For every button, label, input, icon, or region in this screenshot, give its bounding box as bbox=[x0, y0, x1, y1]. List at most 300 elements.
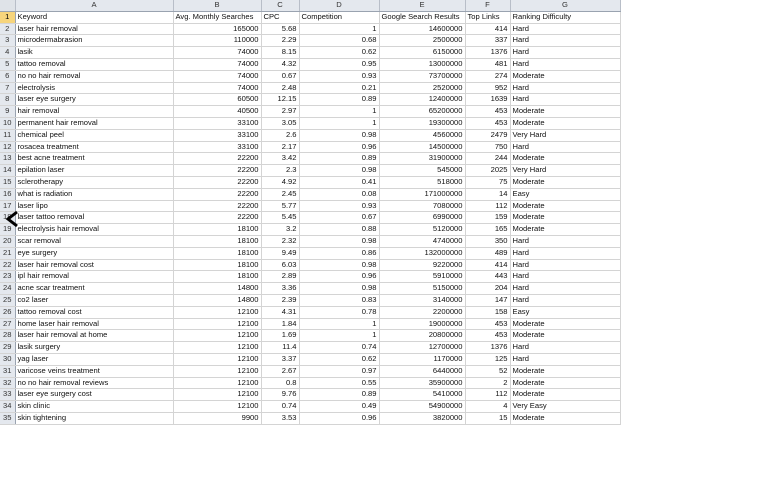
cell[interactable]: 0.88 bbox=[299, 224, 379, 236]
cell[interactable]: 1170000 bbox=[379, 353, 465, 365]
table-row bbox=[0, 165, 620, 177]
cell[interactable]: 9900 bbox=[173, 412, 261, 424]
cell[interactable]: 0.62 bbox=[299, 353, 379, 365]
cell[interactable]: 2025 bbox=[465, 165, 510, 177]
cell[interactable]: laser eye surgery cost bbox=[15, 389, 173, 401]
row-number[interactable]: 35 bbox=[0, 412, 15, 424]
cell[interactable]: 74000 bbox=[173, 70, 261, 82]
cell[interactable]: varicose veins treatment bbox=[15, 365, 173, 377]
row-number[interactable]: 16 bbox=[0, 188, 15, 200]
column-header-f[interactable]: F bbox=[465, 0, 510, 11]
cell[interactable]: 0.89 bbox=[299, 153, 379, 165]
table-row bbox=[0, 365, 620, 377]
row-number[interactable]: 15 bbox=[0, 176, 15, 188]
cell[interactable]: yag laser bbox=[15, 353, 173, 365]
cell[interactable]: 4.92 bbox=[261, 176, 299, 188]
cell[interactable]: epilation laser bbox=[15, 165, 173, 177]
cell[interactable]: 9220000 bbox=[379, 259, 465, 271]
cell[interactable]: 40500 bbox=[173, 106, 261, 118]
cell[interactable]: Moderate bbox=[510, 318, 620, 330]
cell[interactable]: 3.36 bbox=[261, 283, 299, 295]
row-number[interactable]: 11 bbox=[0, 129, 15, 141]
cell[interactable]: 6150000 bbox=[379, 47, 465, 59]
cell[interactable]: permanent hair removal bbox=[15, 117, 173, 129]
cell[interactable]: 1376 bbox=[465, 342, 510, 354]
cell[interactable]: 0.98 bbox=[299, 283, 379, 295]
cell[interactable]: eye surgery bbox=[15, 247, 173, 259]
cell[interactable]: 35900000 bbox=[379, 377, 465, 389]
cell[interactable]: 2 bbox=[465, 377, 510, 389]
row-number[interactable]: 22 bbox=[0, 259, 15, 271]
cell[interactable]: best acne treatment bbox=[15, 153, 173, 165]
cell[interactable]: chemical peel bbox=[15, 129, 173, 141]
cell[interactable]: 4.31 bbox=[261, 306, 299, 318]
row-number[interactable]: 27 bbox=[0, 318, 15, 330]
row-number[interactable]: 8 bbox=[0, 94, 15, 106]
cell[interactable]: 12.15 bbox=[261, 94, 299, 106]
cell[interactable]: home laser hair removal bbox=[15, 318, 173, 330]
cell[interactable]: 54900000 bbox=[379, 401, 465, 413]
cell[interactable]: 165 bbox=[465, 224, 510, 236]
cell[interactable]: acne scar treatment bbox=[15, 283, 173, 295]
cell[interactable]: 0.89 bbox=[299, 94, 379, 106]
header-cell[interactable]: Top Links bbox=[465, 11, 510, 23]
cell[interactable]: 110000 bbox=[173, 35, 261, 47]
cell[interactable]: 18100 bbox=[173, 259, 261, 271]
cell[interactable]: tattoo removal bbox=[15, 58, 173, 70]
cell[interactable]: 1.84 bbox=[261, 318, 299, 330]
cell[interactable]: 2.39 bbox=[261, 294, 299, 306]
cell[interactable]: skin tightening bbox=[15, 412, 173, 424]
table-row bbox=[0, 294, 620, 306]
row-number[interactable]: 25 bbox=[0, 294, 15, 306]
cell[interactable]: 1.69 bbox=[261, 330, 299, 342]
cell[interactable]: 14500000 bbox=[379, 141, 465, 153]
cell[interactable]: 18100 bbox=[173, 247, 261, 259]
cell[interactable]: 7080000 bbox=[379, 200, 465, 212]
row-number[interactable]: 7 bbox=[0, 82, 15, 94]
cell[interactable]: laser lipo bbox=[15, 200, 173, 212]
cell[interactable]: 52 bbox=[465, 365, 510, 377]
cell[interactable]: 0.98 bbox=[299, 235, 379, 247]
cell[interactable]: Moderate bbox=[510, 200, 620, 212]
cell[interactable]: 18100 bbox=[173, 235, 261, 247]
cell[interactable]: 0.08 bbox=[299, 188, 379, 200]
cell[interactable]: 13000000 bbox=[379, 58, 465, 70]
cell[interactable]: 8.15 bbox=[261, 47, 299, 59]
header-cell[interactable]: Keyword bbox=[15, 11, 173, 23]
cell[interactable]: Moderate bbox=[510, 377, 620, 389]
cell[interactable]: Moderate bbox=[510, 176, 620, 188]
cell[interactable]: 159 bbox=[465, 212, 510, 224]
cell[interactable]: 19300000 bbox=[379, 117, 465, 129]
cell[interactable]: 1 bbox=[299, 330, 379, 342]
cell[interactable]: 2500000 bbox=[379, 35, 465, 47]
cell[interactable]: 2.3 bbox=[261, 165, 299, 177]
cell[interactable]: 12100 bbox=[173, 353, 261, 365]
cell[interactable]: 3820000 bbox=[379, 412, 465, 424]
cell[interactable]: 750 bbox=[465, 141, 510, 153]
cell[interactable]: 0.83 bbox=[299, 294, 379, 306]
column-header-row bbox=[0, 0, 620, 11]
cell[interactable]: Hard bbox=[510, 141, 620, 153]
cell[interactable]: 0.89 bbox=[299, 389, 379, 401]
cell[interactable]: 165000 bbox=[173, 23, 261, 35]
cell[interactable]: co2 laser bbox=[15, 294, 173, 306]
row-number[interactable]: 12 bbox=[0, 141, 15, 153]
cell[interactable]: 0.97 bbox=[299, 365, 379, 377]
table-row bbox=[0, 235, 620, 247]
cell[interactable]: 2.97 bbox=[261, 106, 299, 118]
cell[interactable]: laser hair removal bbox=[15, 23, 173, 35]
cell[interactable]: 74000 bbox=[173, 58, 261, 70]
cell[interactable]: Very Hard bbox=[510, 129, 620, 141]
row-number[interactable]: 9 bbox=[0, 106, 15, 118]
cell[interactable]: 274 bbox=[465, 70, 510, 82]
cell[interactable]: Moderate bbox=[510, 212, 620, 224]
cell[interactable]: microdermabrasion bbox=[15, 35, 173, 47]
cell[interactable]: Hard bbox=[510, 247, 620, 259]
cell[interactable]: laser hair removal cost bbox=[15, 259, 173, 271]
cell[interactable]: Hard bbox=[510, 35, 620, 47]
row-number[interactable]: 26 bbox=[0, 306, 15, 318]
cell[interactable]: no no hair removal reviews bbox=[15, 377, 173, 389]
cell[interactable]: 18100 bbox=[173, 271, 261, 283]
cell[interactable]: 33100 bbox=[173, 129, 261, 141]
cell[interactable]: skin clinic bbox=[15, 401, 173, 413]
cell[interactable]: 1 bbox=[299, 117, 379, 129]
cell[interactable]: 0.74 bbox=[261, 401, 299, 413]
cell[interactable]: 2200000 bbox=[379, 306, 465, 318]
row-number[interactable]: 5 bbox=[0, 58, 15, 70]
cell[interactable]: 2.32 bbox=[261, 235, 299, 247]
cell[interactable]: what is radiation bbox=[15, 188, 173, 200]
cell[interactable]: 244 bbox=[465, 153, 510, 165]
cell[interactable]: 6440000 bbox=[379, 365, 465, 377]
column-header-g[interactable]: G bbox=[510, 0, 620, 11]
row-number[interactable]: 14 bbox=[0, 165, 15, 177]
cell[interactable]: 453 bbox=[465, 318, 510, 330]
cell[interactable]: 350 bbox=[465, 235, 510, 247]
cell[interactable]: 0.67 bbox=[299, 212, 379, 224]
cell[interactable]: 19000000 bbox=[379, 318, 465, 330]
cell[interactable]: 0.49 bbox=[299, 401, 379, 413]
column-header-b[interactable]: B bbox=[173, 0, 261, 11]
cell[interactable]: 2.17 bbox=[261, 141, 299, 153]
row-number[interactable]: 24 bbox=[0, 283, 15, 295]
cell[interactable]: 0.98 bbox=[299, 165, 379, 177]
cell[interactable]: 1 bbox=[299, 106, 379, 118]
cell[interactable]: 518000 bbox=[379, 176, 465, 188]
cell[interactable]: 22200 bbox=[173, 165, 261, 177]
cell[interactable]: 171000000 bbox=[379, 188, 465, 200]
arrow-cursor-icon bbox=[5, 210, 19, 228]
cell[interactable]: 15 bbox=[465, 412, 510, 424]
row-number[interactable]: 31 bbox=[0, 365, 15, 377]
cell[interactable]: laser eye surgery bbox=[15, 94, 173, 106]
cell[interactable]: 0.62 bbox=[299, 47, 379, 59]
cell[interactable]: 5410000 bbox=[379, 389, 465, 401]
cell[interactable]: 0.21 bbox=[299, 82, 379, 94]
cell[interactable]: tattoo removal cost bbox=[15, 306, 173, 318]
cell[interactable]: Very Hard bbox=[510, 165, 620, 177]
cell[interactable]: 4 bbox=[465, 401, 510, 413]
cell[interactable]: 20800000 bbox=[379, 330, 465, 342]
cell[interactable]: 453 bbox=[465, 330, 510, 342]
cell[interactable]: 112 bbox=[465, 200, 510, 212]
cell[interactable]: 31900000 bbox=[379, 153, 465, 165]
column-header-d[interactable]: D bbox=[299, 0, 379, 11]
cell[interactable]: 5910000 bbox=[379, 271, 465, 283]
cell[interactable]: 0.68 bbox=[299, 35, 379, 47]
cell[interactable]: 75 bbox=[465, 176, 510, 188]
cell[interactable]: ipl hair removal bbox=[15, 271, 173, 283]
cell[interactable]: 158 bbox=[465, 306, 510, 318]
cell[interactable]: 2479 bbox=[465, 129, 510, 141]
cell[interactable]: 14800 bbox=[173, 294, 261, 306]
cell[interactable]: Hard bbox=[510, 47, 620, 59]
cell[interactable]: 65200000 bbox=[379, 106, 465, 118]
cell[interactable]: 0.96 bbox=[299, 271, 379, 283]
row-number[interactable]: 32 bbox=[0, 377, 15, 389]
cell[interactable]: 1376 bbox=[465, 47, 510, 59]
cell[interactable]: lasik bbox=[15, 47, 173, 59]
row-number[interactable]: 13 bbox=[0, 153, 15, 165]
cell[interactable]: 74000 bbox=[173, 47, 261, 59]
header-row bbox=[0, 11, 620, 23]
cell[interactable]: 22200 bbox=[173, 200, 261, 212]
cell[interactable]: 3.37 bbox=[261, 353, 299, 365]
cell[interactable]: 3.42 bbox=[261, 153, 299, 165]
cell[interactable]: scar removal bbox=[15, 235, 173, 247]
cell[interactable]: 414 bbox=[465, 259, 510, 271]
header-cell[interactable]: Google Search Results bbox=[379, 11, 465, 23]
cell[interactable]: 337 bbox=[465, 35, 510, 47]
row-number[interactable]: 29 bbox=[0, 342, 15, 354]
cell[interactable]: 0.74 bbox=[299, 342, 379, 354]
cell[interactable]: 5.77 bbox=[261, 200, 299, 212]
cell[interactable]: 33100 bbox=[173, 117, 261, 129]
cell[interactable]: Hard bbox=[510, 259, 620, 271]
cell[interactable]: 5120000 bbox=[379, 224, 465, 236]
cell[interactable]: Moderate bbox=[510, 153, 620, 165]
row-number[interactable]: 1 bbox=[0, 11, 15, 23]
cell[interactable]: 0.8 bbox=[261, 377, 299, 389]
cell[interactable]: 6.03 bbox=[261, 259, 299, 271]
column-header-e[interactable]: E bbox=[379, 0, 465, 11]
cell[interactable]: 12100 bbox=[173, 389, 261, 401]
row-number[interactable]: 20 bbox=[0, 235, 15, 247]
header-cell[interactable]: Competition bbox=[299, 11, 379, 23]
row-number[interactable]: 2 bbox=[0, 23, 15, 35]
cell[interactable]: Hard bbox=[510, 353, 620, 365]
cell[interactable]: Hard bbox=[510, 271, 620, 283]
cell[interactable]: laser hair removal at home bbox=[15, 330, 173, 342]
cell[interactable]: Hard bbox=[510, 342, 620, 354]
cell[interactable]: 22200 bbox=[173, 153, 261, 165]
table-row bbox=[0, 58, 620, 70]
cell[interactable]: 12100 bbox=[173, 318, 261, 330]
cell[interactable]: 0.86 bbox=[299, 247, 379, 259]
cell[interactable]: Moderate bbox=[510, 330, 620, 342]
row-number[interactable]: 21 bbox=[0, 247, 15, 259]
cell[interactable]: 0.93 bbox=[299, 200, 379, 212]
cell[interactable]: Moderate bbox=[510, 224, 620, 236]
cell[interactable]: 12400000 bbox=[379, 94, 465, 106]
cell[interactable]: lasik surgery bbox=[15, 342, 173, 354]
table-row bbox=[0, 117, 620, 129]
row-number[interactable]: 30 bbox=[0, 353, 15, 365]
row-number[interactable]: 33 bbox=[0, 389, 15, 401]
row-number[interactable]: 17 bbox=[0, 200, 15, 212]
cell[interactable]: 0.67 bbox=[261, 70, 299, 82]
cell[interactable]: 2.67 bbox=[261, 365, 299, 377]
cell[interactable]: 33100 bbox=[173, 141, 261, 153]
cell[interactable]: 0.98 bbox=[299, 129, 379, 141]
cell[interactable]: 952 bbox=[465, 82, 510, 94]
cell[interactable]: Hard bbox=[510, 58, 620, 70]
cell[interactable]: 0.41 bbox=[299, 176, 379, 188]
cell[interactable]: Moderate bbox=[510, 412, 620, 424]
cell[interactable]: 453 bbox=[465, 117, 510, 129]
cell[interactable]: 9.49 bbox=[261, 247, 299, 259]
cell[interactable]: Moderate bbox=[510, 117, 620, 129]
row-number[interactable]: 34 bbox=[0, 401, 15, 413]
cell[interactable]: 0.95 bbox=[299, 58, 379, 70]
cell[interactable]: electrolysis bbox=[15, 82, 173, 94]
cell[interactable]: 443 bbox=[465, 271, 510, 283]
cell[interactable]: 12100 bbox=[173, 365, 261, 377]
cell[interactable]: 132000000 bbox=[379, 247, 465, 259]
cell[interactable]: no no hair removal bbox=[15, 70, 173, 82]
row-number[interactable]: 19 bbox=[0, 224, 15, 236]
cell[interactable]: 22200 bbox=[173, 176, 261, 188]
cell[interactable]: 2.89 bbox=[261, 271, 299, 283]
cell[interactable]: 1 bbox=[299, 318, 379, 330]
cell[interactable]: 14 bbox=[465, 188, 510, 200]
cell[interactable]: 1 bbox=[299, 23, 379, 35]
cell[interactable]: 545000 bbox=[379, 165, 465, 177]
cell[interactable]: 12100 bbox=[173, 377, 261, 389]
cell[interactable]: 2.29 bbox=[261, 35, 299, 47]
row-number[interactable]: 28 bbox=[0, 330, 15, 342]
cell[interactable]: 14800 bbox=[173, 283, 261, 295]
table-row bbox=[0, 224, 620, 236]
table-row bbox=[0, 23, 620, 35]
cell[interactable]: 414 bbox=[465, 23, 510, 35]
column-header-c[interactable]: C bbox=[261, 0, 299, 11]
cell[interactable]: 12100 bbox=[173, 401, 261, 413]
cell[interactable]: 0.78 bbox=[299, 306, 379, 318]
cell[interactable]: Moderate bbox=[510, 70, 620, 82]
cell[interactable]: 2.45 bbox=[261, 188, 299, 200]
cell[interactable]: hair removal bbox=[15, 106, 173, 118]
cell[interactable]: Moderate bbox=[510, 365, 620, 377]
cell[interactable]: Hard bbox=[510, 23, 620, 35]
cell[interactable]: 22200 bbox=[173, 212, 261, 224]
cell[interactable]: 204 bbox=[465, 283, 510, 295]
header-cell[interactable]: Avg. Monthly Searches bbox=[173, 11, 261, 23]
cell[interactable]: 12100 bbox=[173, 342, 261, 354]
cell[interactable]: 4560000 bbox=[379, 129, 465, 141]
cell[interactable]: 481 bbox=[465, 58, 510, 70]
cell[interactable]: 4.32 bbox=[261, 58, 299, 70]
cell[interactable]: 5.68 bbox=[261, 23, 299, 35]
cell[interactable]: Hard bbox=[510, 294, 620, 306]
table-row bbox=[0, 318, 620, 330]
cell[interactable]: 3.05 bbox=[261, 117, 299, 129]
cell[interactable]: 22200 bbox=[173, 188, 261, 200]
cell[interactable]: 12100 bbox=[173, 306, 261, 318]
cell[interactable]: Very Easy bbox=[510, 401, 620, 413]
cell[interactable]: Hard bbox=[510, 82, 620, 94]
cell[interactable]: 60500 bbox=[173, 94, 261, 106]
row-number[interactable]: 18 bbox=[0, 212, 15, 224]
row-number[interactable]: 4 bbox=[0, 47, 15, 59]
cell[interactable]: 147 bbox=[465, 294, 510, 306]
cell[interactable]: 0.98 bbox=[299, 259, 379, 271]
cell[interactable]: Easy bbox=[510, 188, 620, 200]
header-cell[interactable]: Ranking Difficulty bbox=[510, 11, 620, 23]
row-number[interactable]: 6 bbox=[0, 70, 15, 82]
cell[interactable]: Hard bbox=[510, 94, 620, 106]
cell[interactable]: Moderate bbox=[510, 106, 620, 118]
cell[interactable]: 1639 bbox=[465, 94, 510, 106]
row-number[interactable]: 10 bbox=[0, 117, 15, 129]
cell[interactable]: 2.48 bbox=[261, 82, 299, 94]
cell[interactable]: 3.53 bbox=[261, 412, 299, 424]
cell[interactable]: 125 bbox=[465, 353, 510, 365]
cell[interactable]: 18100 bbox=[173, 224, 261, 236]
cell[interactable]: laser tattoo removal bbox=[15, 212, 173, 224]
cell[interactable]: 3140000 bbox=[379, 294, 465, 306]
column-header-a[interactable]: A bbox=[15, 0, 173, 11]
cell[interactable]: Moderate bbox=[510, 389, 620, 401]
cell[interactable]: electrolysis hair removal bbox=[15, 224, 173, 236]
cell[interactable]: 0.96 bbox=[299, 141, 379, 153]
cell[interactable]: 4740000 bbox=[379, 235, 465, 247]
cell[interactable]: 74000 bbox=[173, 82, 261, 94]
cell[interactable]: Hard bbox=[510, 283, 620, 295]
cell[interactable]: 11.4 bbox=[261, 342, 299, 354]
cell[interactable]: 0.55 bbox=[299, 377, 379, 389]
cell[interactable]: 0.96 bbox=[299, 412, 379, 424]
cell[interactable]: Easy bbox=[510, 306, 620, 318]
cell[interactable]: 489 bbox=[465, 247, 510, 259]
select-all-corner[interactable] bbox=[0, 0, 15, 11]
cell[interactable]: 12700000 bbox=[379, 342, 465, 354]
cell[interactable]: 112 bbox=[465, 389, 510, 401]
cell[interactable]: 14600000 bbox=[379, 23, 465, 35]
cell[interactable]: 2.6 bbox=[261, 129, 299, 141]
cell[interactable]: 6990000 bbox=[379, 212, 465, 224]
cell[interactable]: rosacea treatment bbox=[15, 141, 173, 153]
cell[interactable]: 0.93 bbox=[299, 70, 379, 82]
row-number[interactable]: 23 bbox=[0, 271, 15, 283]
row-number[interactable]: 3 bbox=[0, 35, 15, 47]
cell[interactable]: 9.76 bbox=[261, 389, 299, 401]
cell[interactable]: sclerotherapy bbox=[15, 176, 173, 188]
cell[interactable]: 453 bbox=[465, 106, 510, 118]
cell[interactable]: 5150000 bbox=[379, 283, 465, 295]
cell[interactable]: 3.2 bbox=[261, 224, 299, 236]
cell[interactable]: 12100 bbox=[173, 330, 261, 342]
cell[interactable]: 2520000 bbox=[379, 82, 465, 94]
header-cell[interactable]: CPC bbox=[261, 11, 299, 23]
cell[interactable]: Hard bbox=[510, 235, 620, 247]
cell[interactable]: 5.45 bbox=[261, 212, 299, 224]
cell[interactable]: 73700000 bbox=[379, 70, 465, 82]
